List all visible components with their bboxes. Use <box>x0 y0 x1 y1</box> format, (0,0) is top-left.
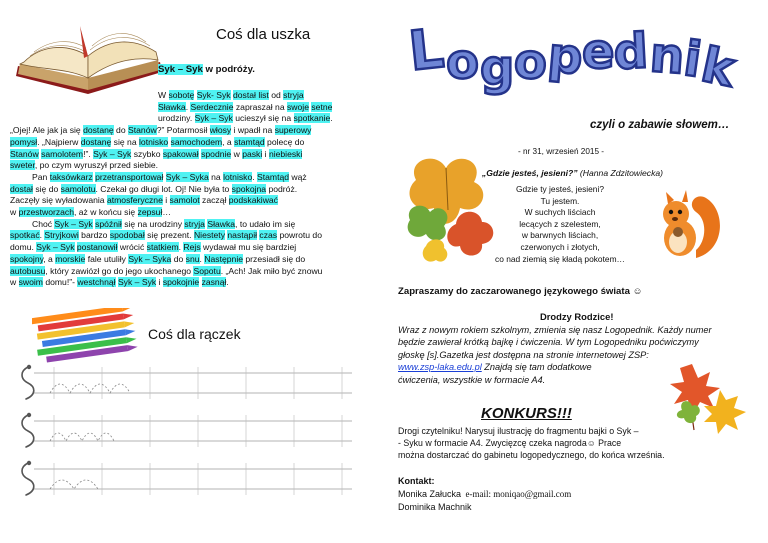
writing-worksheet <box>14 363 352 523</box>
subtitle: czyli o zabawie słowem… <box>590 119 730 131</box>
svg-text:e: e <box>582 24 614 80</box>
story-title: Syk – Syk w podróży. <box>158 64 255 75</box>
greeting: Drodzy Rodzice! <box>540 311 614 322</box>
svg-text:o: o <box>512 33 548 91</box>
svg-text:L: L <box>405 16 446 83</box>
info-text: Wraz z nowym rokiem szkolnym, zmienia się nasz Logopednik. Każdy numer będzie zawierał krótką bajkę i ćwiczenia. W tym Logopedniku poćwiczymy głoskę [s].Gazetka jest dostępna na stronie internetowej ZSP: www.zsp-laka.edu.pl Znajdą się tam dodatkowe ćwiczenia, wszystkie w formacie A4. <box>398 325 712 385</box>
svg-text:n: n <box>648 27 686 86</box>
contact-line-1: Monika Załucka e-mail: moniqao@gmail.com <box>398 489 572 499</box>
section-title-hands: Coś dla rączek <box>148 326 241 342</box>
svg-text:g: g <box>480 40 514 96</box>
contact-line-2: Dominika Machnik <box>398 502 472 512</box>
contest-text: Drogi czytelniku! Narysuj ilustrację do fragmentu bajki o Syk – - Syku w formacie A4. Zwycięzcę czeka nagroda☺ Prace można dostarczać do gabinetu logopedycznego, do końca września. <box>398 426 665 460</box>
squirrel-icon <box>656 190 722 262</box>
contest-title: KONKURS!!! <box>481 405 572 422</box>
issue-number: - nr 31, wrzesień 2015 - <box>518 147 605 156</box>
contact-email[interactable]: e-mail: moniqao@gmail.com <box>461 489 572 499</box>
svg-text:p: p <box>545 27 584 86</box>
poem-text: Gdzie ty jesteś, jesieni? Tu jestem. W suchych liściach lecących z szelestem, w barwnych liściach, czerwonych i złotych, co nad ziemią się kładą pokotem… <box>495 184 625 264</box>
poem-title: „Gdzie jesteś, jesieni?” (Hanna Zdzitowiecka) <box>482 168 664 178</box>
school-website-link[interactable]: www.zsp-laka.edu.pl <box>398 362 482 373</box>
section-title-listening: Coś dla uszka <box>216 26 311 43</box>
crayons-icon <box>32 308 150 366</box>
logo-title <box>400 8 760 128</box>
story-text: W sobotę Syk- Syk dostał list od stryja Sławka. Serdecznie zapraszał na swoje setne urodziny. Syk – Syk ucieszył się na spotkanie. „Ojej! Ale jak ja się dostanę do Stanów?” Potarmosił włosy i wpadł na superowy pomysł. „Najpierw dostanę się na lotnisko samochodem, a stamtąd polecę do Stanów samolotem!”. Syk – Syk szybko spakował spodnie w paski i niebieski sweter, po czym wyruszył przed siebie. Pan taksówkarz przetransportował Syk – Syka na lotnisko. Stamtąd wąż dostał się do samolotu. Czekał go długi lot. Oj! Nie była to spokojna podróż. Zaczęły się wyładowania atmosferyczne i samolot zaczął podskakiwać w przestworzach, aż w końcu się zepsuł… Choć Syk – Syk spóźnił się na urodziny stryja Sławka, to udało im się spotkać. Stryjkowi bardzo spodobał się prezent. Niestety nastąpił czas powrotu do domu. Syk – Syk postanowił wrócić statkiem. Rejs wydawał mu się bardziej spokojny, a morskie fale utuliły Syk – Syka do snu. Następnie przesiadł się do autobusu, który zawiózł go do jego ukochanego Sopotu. „Ach! Jak miło być znowu w swoim domu!”- westchnął Syk – Syk i spokojnie zasnął. <box>10 90 333 288</box>
svg-text:d: d <box>612 23 649 81</box>
svg-text:o: o <box>444 33 480 91</box>
svg-text:k: k <box>696 36 739 99</box>
svg-text:i: i <box>680 30 704 89</box>
invite-text: Zapraszamy do zaczarowanego językowego świata ☺ <box>398 286 643 297</box>
contact-title: Kontakt: <box>398 476 435 486</box>
